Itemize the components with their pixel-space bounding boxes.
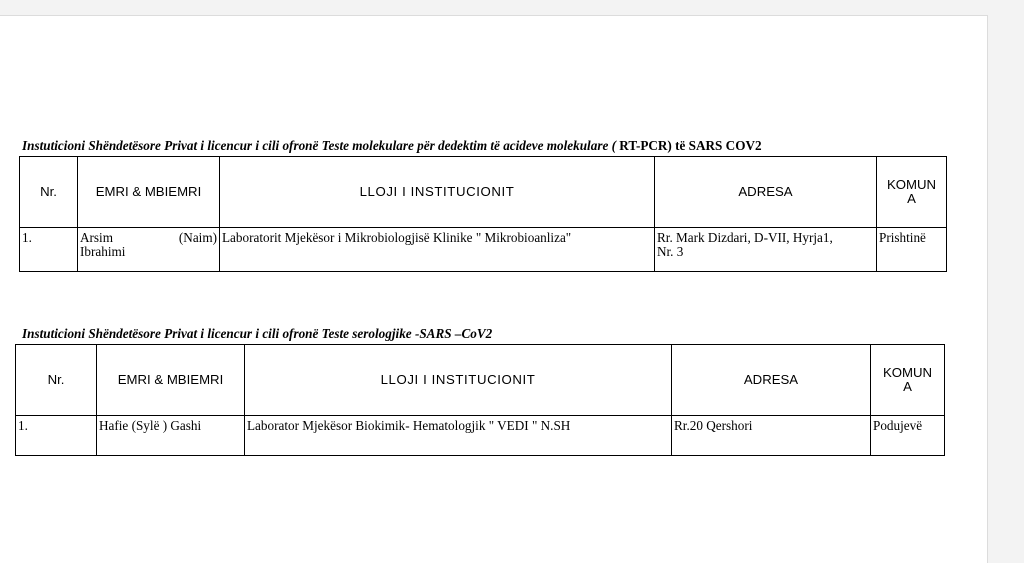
section2-row-address: Rr.20 Qershori	[672, 416, 871, 456]
section1-header-municipality-line1: KOMUN	[886, 177, 937, 192]
section2-header-municipality	[871, 345, 945, 416]
section1-header-name: EMRI & MBIEMRI	[78, 157, 220, 228]
section1-caption	[22, 138, 762, 154]
section1-caption-end: të SARS COV2	[671, 138, 762, 153]
table-row	[20, 228, 947, 272]
section1-header-address: ADRESA	[655, 157, 877, 228]
section1-header-nr: Nr.	[20, 157, 78, 228]
section1-header-municipality-line2: A	[907, 191, 916, 206]
section2-header-municipality-line1: KOMUN	[882, 365, 933, 380]
section1-row-name	[78, 228, 220, 272]
section1-row-municipality: Prishtinë	[877, 228, 947, 272]
section2-row-institution: Laborator Mjekësor Biokimik- Hematologjik " VEDI " N.SH	[245, 416, 672, 456]
section2-header-municipality-line2: A	[903, 379, 912, 394]
section1-caption-main: Instuticioni Shëndetësore Privat i licencur i cili ofronë Teste molekulare për dedektim të acideve molekulare (	[22, 138, 620, 153]
section2-table	[15, 344, 945, 456]
section1-row-institution: Laboratorit Mjekësor i Mikrobiologjisë Klinike " Mikrobioanliza"	[220, 228, 655, 272]
section1-header-institution: LLOJI I INSTITUCIONIT	[220, 157, 655, 228]
section2-row-name: Hafie (Sylë ) Gashi	[97, 416, 245, 456]
section2-header-nr: Nr.	[16, 345, 97, 416]
section2-header-address: ADRESA	[672, 345, 871, 416]
section1-row-address-line2: Nr. 3	[657, 244, 684, 259]
section2-header-row	[16, 345, 945, 416]
section1-row-name-middle: (Naim)	[178, 230, 217, 245]
section1-row-name-first: Arsim	[80, 230, 113, 245]
section1-row-name-last: Ibrahimi	[80, 244, 126, 259]
section1-header-row	[20, 157, 947, 228]
section2-caption: Instuticioni Shëndetësore Privat i licencur i cili ofronë Teste serologjike -SARS –CoV2	[22, 326, 493, 341]
section1-caption-rtpcr: RT-PCR)	[619, 138, 672, 153]
document-page	[0, 15, 988, 563]
section1-table	[19, 156, 947, 272]
section1-row-address-line1: Rr. Mark Dizdari, D-VII, Hyrja1,	[657, 230, 833, 245]
section2-row-nr: 1.	[16, 416, 97, 456]
section2-header-institution: LLOJI I INSTITUCIONIT	[245, 345, 672, 416]
section2-header-name: EMRI & MBIEMRI	[97, 345, 245, 416]
section1-row-nr: 1.	[20, 228, 78, 272]
section1-header-municipality	[877, 157, 947, 228]
table-row	[16, 416, 945, 456]
section1-row-address	[655, 228, 877, 272]
section2-row-municipality: Podujevë	[871, 416, 945, 456]
